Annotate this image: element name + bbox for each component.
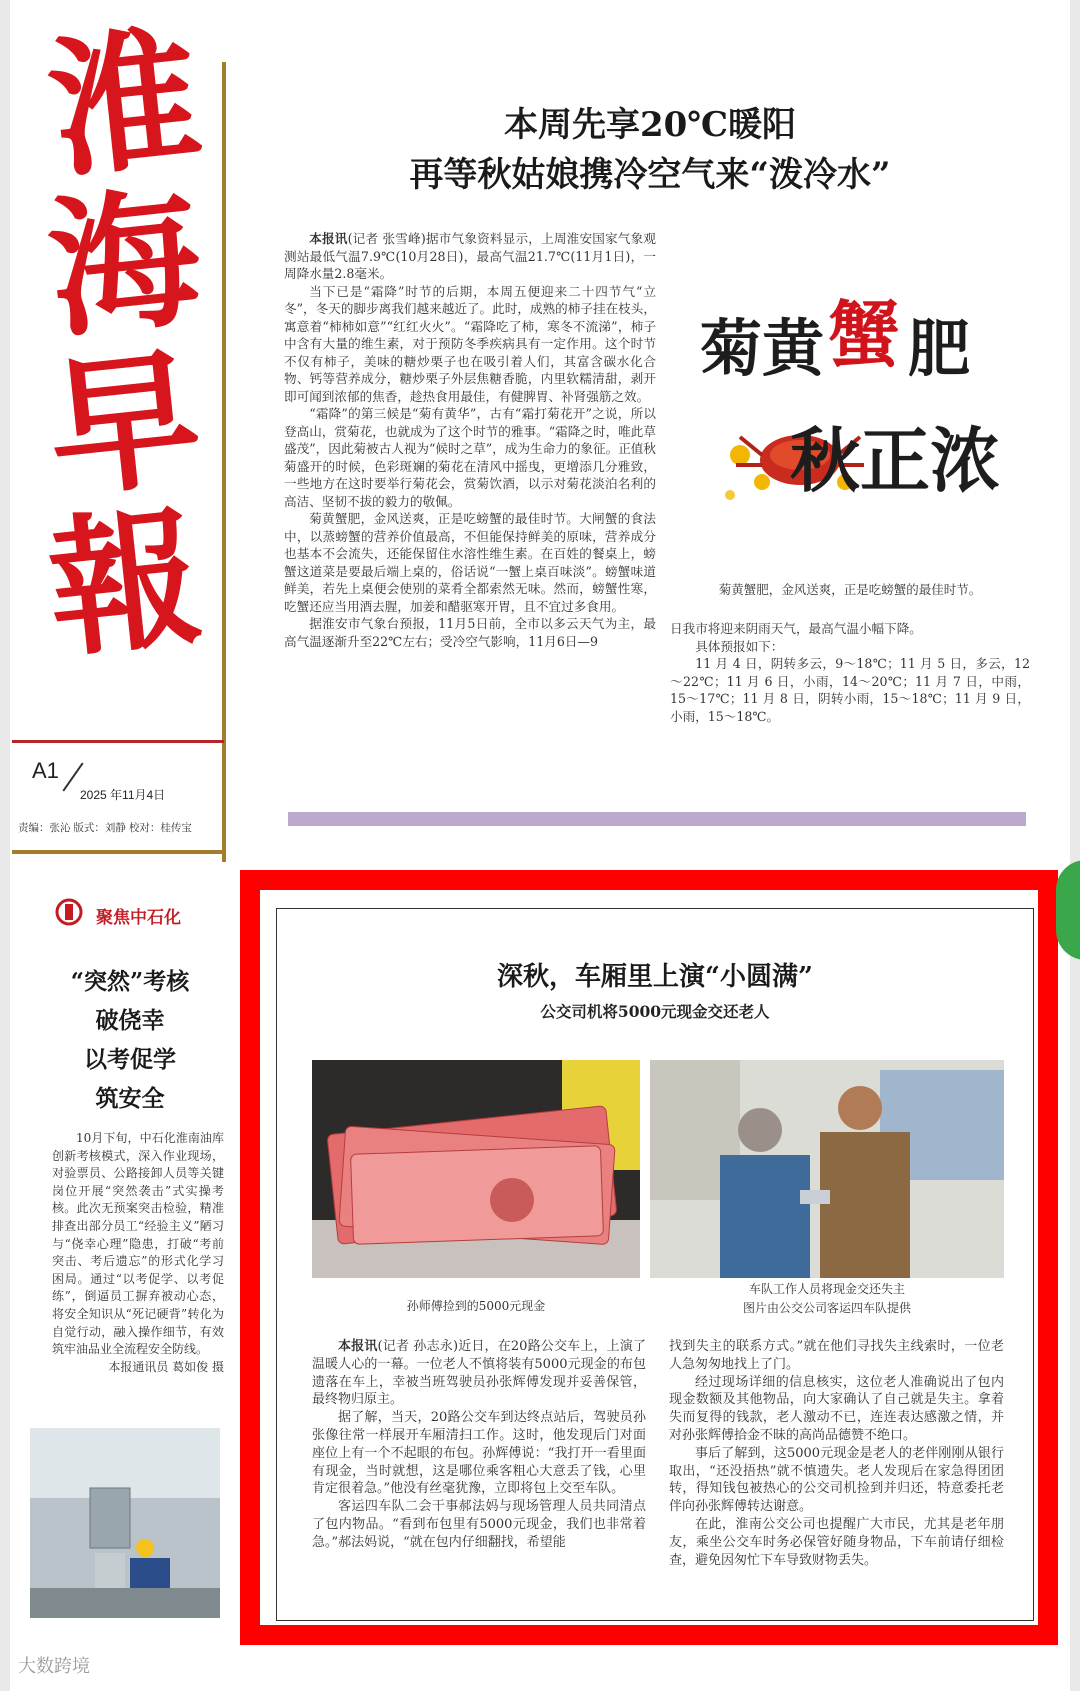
sidebar-headline-line: 破侥幸 [95,1007,165,1034]
handover-photo [650,1060,1004,1278]
lead-paragraph: 菊黄蟹肥，金风送爽，正是吃螃蟹的最佳时节。大闸蟹的食法中，以蒸螃蟹的营养价值最高，不但能保持鲜美的原味，营养成分也基本不会流失，还能保留住水溶性维生素。在百姓的餐桌上，螃蟹这道菜是要最后端上桌的，俗话说“一蟹上桌百味淡”。螃蟹味道鲜美，若先上桌便会使别的菜肴全都索然无味。然而，螃蟹性寒，吃蟹还应当用酒去腥，加姜和醋驱寒开胃，且不宜过多食用。 [284,511,656,614]
story-column-right [669,1338,1004,1569]
lead-article-continuation [670,620,1030,725]
cash-photo [312,1060,640,1278]
sidebar-headline [30,962,230,1118]
story-paragraph: 在此，淮南公交公司也提醒广大市民，尤其是老年朋友，乘坐公交车时务必保管好随身物品，下车前请仔细检查，避免因匆忙下车导致财物丢失。 [669,1516,1004,1568]
lead-headline [300,100,1000,200]
lead-article-body [284,230,656,650]
masthead-char: 報 [40,488,209,680]
story-paragraph: 经过现场详细的信息核实，这位老人准确说出了包内现金数额及其他物品，向大家确认了自己就是失主。拿着失而复得的钱款，老人激动不已，连连表达感激之情，并对孙张辉傅拾金不昧的高尚品德赞不绝口。 [669,1374,1004,1443]
sidebar-headline-line: “突然”考核 [70,968,190,995]
story-paragraph: 近日，在20路公交车上，上演了温暖人心的一幕。一位老人不慎将装有5000元现金的布包遗落在车上，幸被当班驾驶员孙张辉傅发现并妥善保管，最终物归原主。 [312,1339,646,1408]
story-paragraph: 找到失主的联系方式。”就在他们寻找失主线索时，一位老人急匆匆地找上了门。 [669,1339,1004,1372]
oil-depot-inspection-photo [30,1428,220,1618]
illustration-caption: 菊黄蟹肥，金风送爽，正是吃螃蟹的最佳时节。 [718,582,982,597]
lead-headline-line1: 本周先享20℃暖阳 [503,105,797,145]
forecast-details: 11 月 4 日，阴转多云，9～18℃；11 月 5 日，多云，12～22℃；11 月 6 日，小雨，14～20℃；11 月 7 日，中雨，15～17℃；11 月 8 日，阴转小雨，15～18℃；11 月 9 日，小雨，15～18℃。 [670,656,1030,724]
story-byline: (记者 孙志永) [377,1339,459,1354]
handover-caption-line2: 图片由公交公司客运四车队提供 [742,1301,911,1315]
art-text-fat: 肥 [908,312,971,385]
art-text-line1: 菊黄 [700,312,825,385]
handover-photo-caption [650,1280,1004,1318]
story-subheadline: 公交司机将5000元现金交还老人 [540,1002,770,1021]
sidebar-article-body [52,1130,224,1376]
masthead-char: 海 [40,168,209,360]
masthead-divider [12,740,224,743]
side-expand-tab[interactable] [1056,860,1080,960]
story-paragraph: 据了解，当天，20路公交车到达终点站后，驾驶员孙张像往常一样展开车厢清扫工作。这时，他发现后门对面座位上有一个不起眼的布包。孙辉傅说：“我打开一看里面有现金，当时就想，这是哪位乘客粗心大意丢了钱，心里肯定很着急。”他没有丝毫犹豫，立即将包上交至车队。 [312,1410,646,1497]
lead-in: 本报讯 [309,231,348,246]
lead-paragraph: 据淮安市气象台预报，11月5日前，全市以多云天气为主，最高气温逐渐升至22℃左右；受冷空气影响，11月6日—9 [284,616,656,649]
lead-paragraph: 日我市将迎来阴雨天气，最高气温小幅下降。 [670,621,922,636]
lead-headline-line2: 再等秋姑娘携冷空气来“泼冷水” [409,155,891,195]
story-column-left [312,1338,646,1552]
lead-paragraph: “霜降”的第三候是“菊有黄华”，古有“霜打菊花开”之说，所以登高山，赏菊花，也就成为了这个时节的雅事。“霜降之时，唯此草盛茂”，因此菊被古人视为“候时之草”，成为生命力的象征。正值秋菊盛开的时候，色彩斑斓的菊花在清风中摇曳，更增添几分雅致，一些地方在这时要举行菊花会，赏菊饮酒，以示对菊花淡泊名利的高洁、坚韧不拔的毅力的敬佩。 [284,406,656,509]
section-divider-bar [288,812,1026,826]
lead-byline: (记者 张雪峰) [347,231,426,246]
page-number: A1 [32,758,59,783]
story-lead-in: 本报讯 [338,1339,378,1354]
editor-credits: 责编：张沁 版式：刘静 校对：桂传宝 [18,822,192,834]
sidebar-headline-line: 筑安全 [95,1085,165,1112]
art-text-line2: 秋正浓 [790,419,1000,502]
issue-date: 2025 年11月4日 [80,788,166,802]
masthead-divider-bottom [12,850,224,854]
handover-caption-line1: 车队工作人员将现金交还失主 [748,1282,905,1296]
crab-chrysanthemum-illustration [670,250,1030,570]
story-paragraph: 事后了解到，这5000元现金是老人的老伴刚刚从银行取出，“还没捂热”就不慎遗失。老人发现后在家急得团团转，得知钱包被热心的公交司机捡到并归还，特意委托老伴向孙张辉傅转达谢意。 [669,1445,1004,1515]
masthead-logo [40,8,209,680]
art-text-crab: 蟹 [828,292,901,377]
forecast-heading: 具体预报如下： [695,638,784,654]
sidebar-headline-line: 以考促学 [84,1046,176,1073]
story-headline: 深秋，车厢里上演“小圆满” [497,962,813,992]
sidebar-byline: 本报通讯员 葛如俊 摄 [108,1359,224,1374]
watermark: 大数跨境 [18,1656,90,1677]
masthead-char: 早 [40,328,209,520]
lead-paragraph: 据市气象资料显示，上周淮安国家气象观测站最低气温7.9℃(10月28日)，最高气温21.7℃(11月1日)，一周降水量2.8毫米。 [284,231,656,281]
sidebar-section-label: 聚焦中石化 [96,908,181,928]
story-paragraph: 客运四车队二会干事郝法妈与现场管理人员共同清点了包内物品。“看到布包里有5000元现金，我们也非常着急。”郝法妈说，“就在包内仔细翻找，希望能 [312,1499,646,1550]
lead-paragraph: 当下已是“霜降”时节的后期，本周五便迎来二十四节气“立冬”，冬天的脚步离我们越来越近了。此时，成熟的柿子挂在枝头，寓意着“柿柿如意”“红红火火”。“霜降吃了柿，寒冬不流涕”，柿子中含有大量的维生素，对于预防冬季疾病具有一定作用。这个时节不仅有柿子，美味的糖炒栗子也在吸引着人们，其富含碳水化合物、钙等营养成分，糖炒栗子外层焦糖香脆，内里软糯清甜，剥开即可闻到浓郁的焦香，趁热食用最佳，有健脾胃、补肾强筋之效。 [284,283,656,404]
masthead-char: 淮 [40,8,209,200]
cash-photo-caption: 孙师傅捡到的5000元现金 [406,1299,546,1313]
sidebar-paragraph: 10月下旬，中石化淮南油库创新考核模式，深入作业现场，对验票员、公路接卸人员等关键岗位开展“突然袭击”式实操考核。此次无预案突击检验，精准排查出部分员工“经验主义”陋习与“侥幸心理”隐患，打破“考前突击、考后遗忘”的形式化学习困局。通过“以考促学、以考促练”，倒逼员工摒弃被动心态，将安全知识从“死记硬背”转化为自觉行动，融入操作细节，有效筑牢油品业全流程安全防线。 [52,1131,224,1357]
